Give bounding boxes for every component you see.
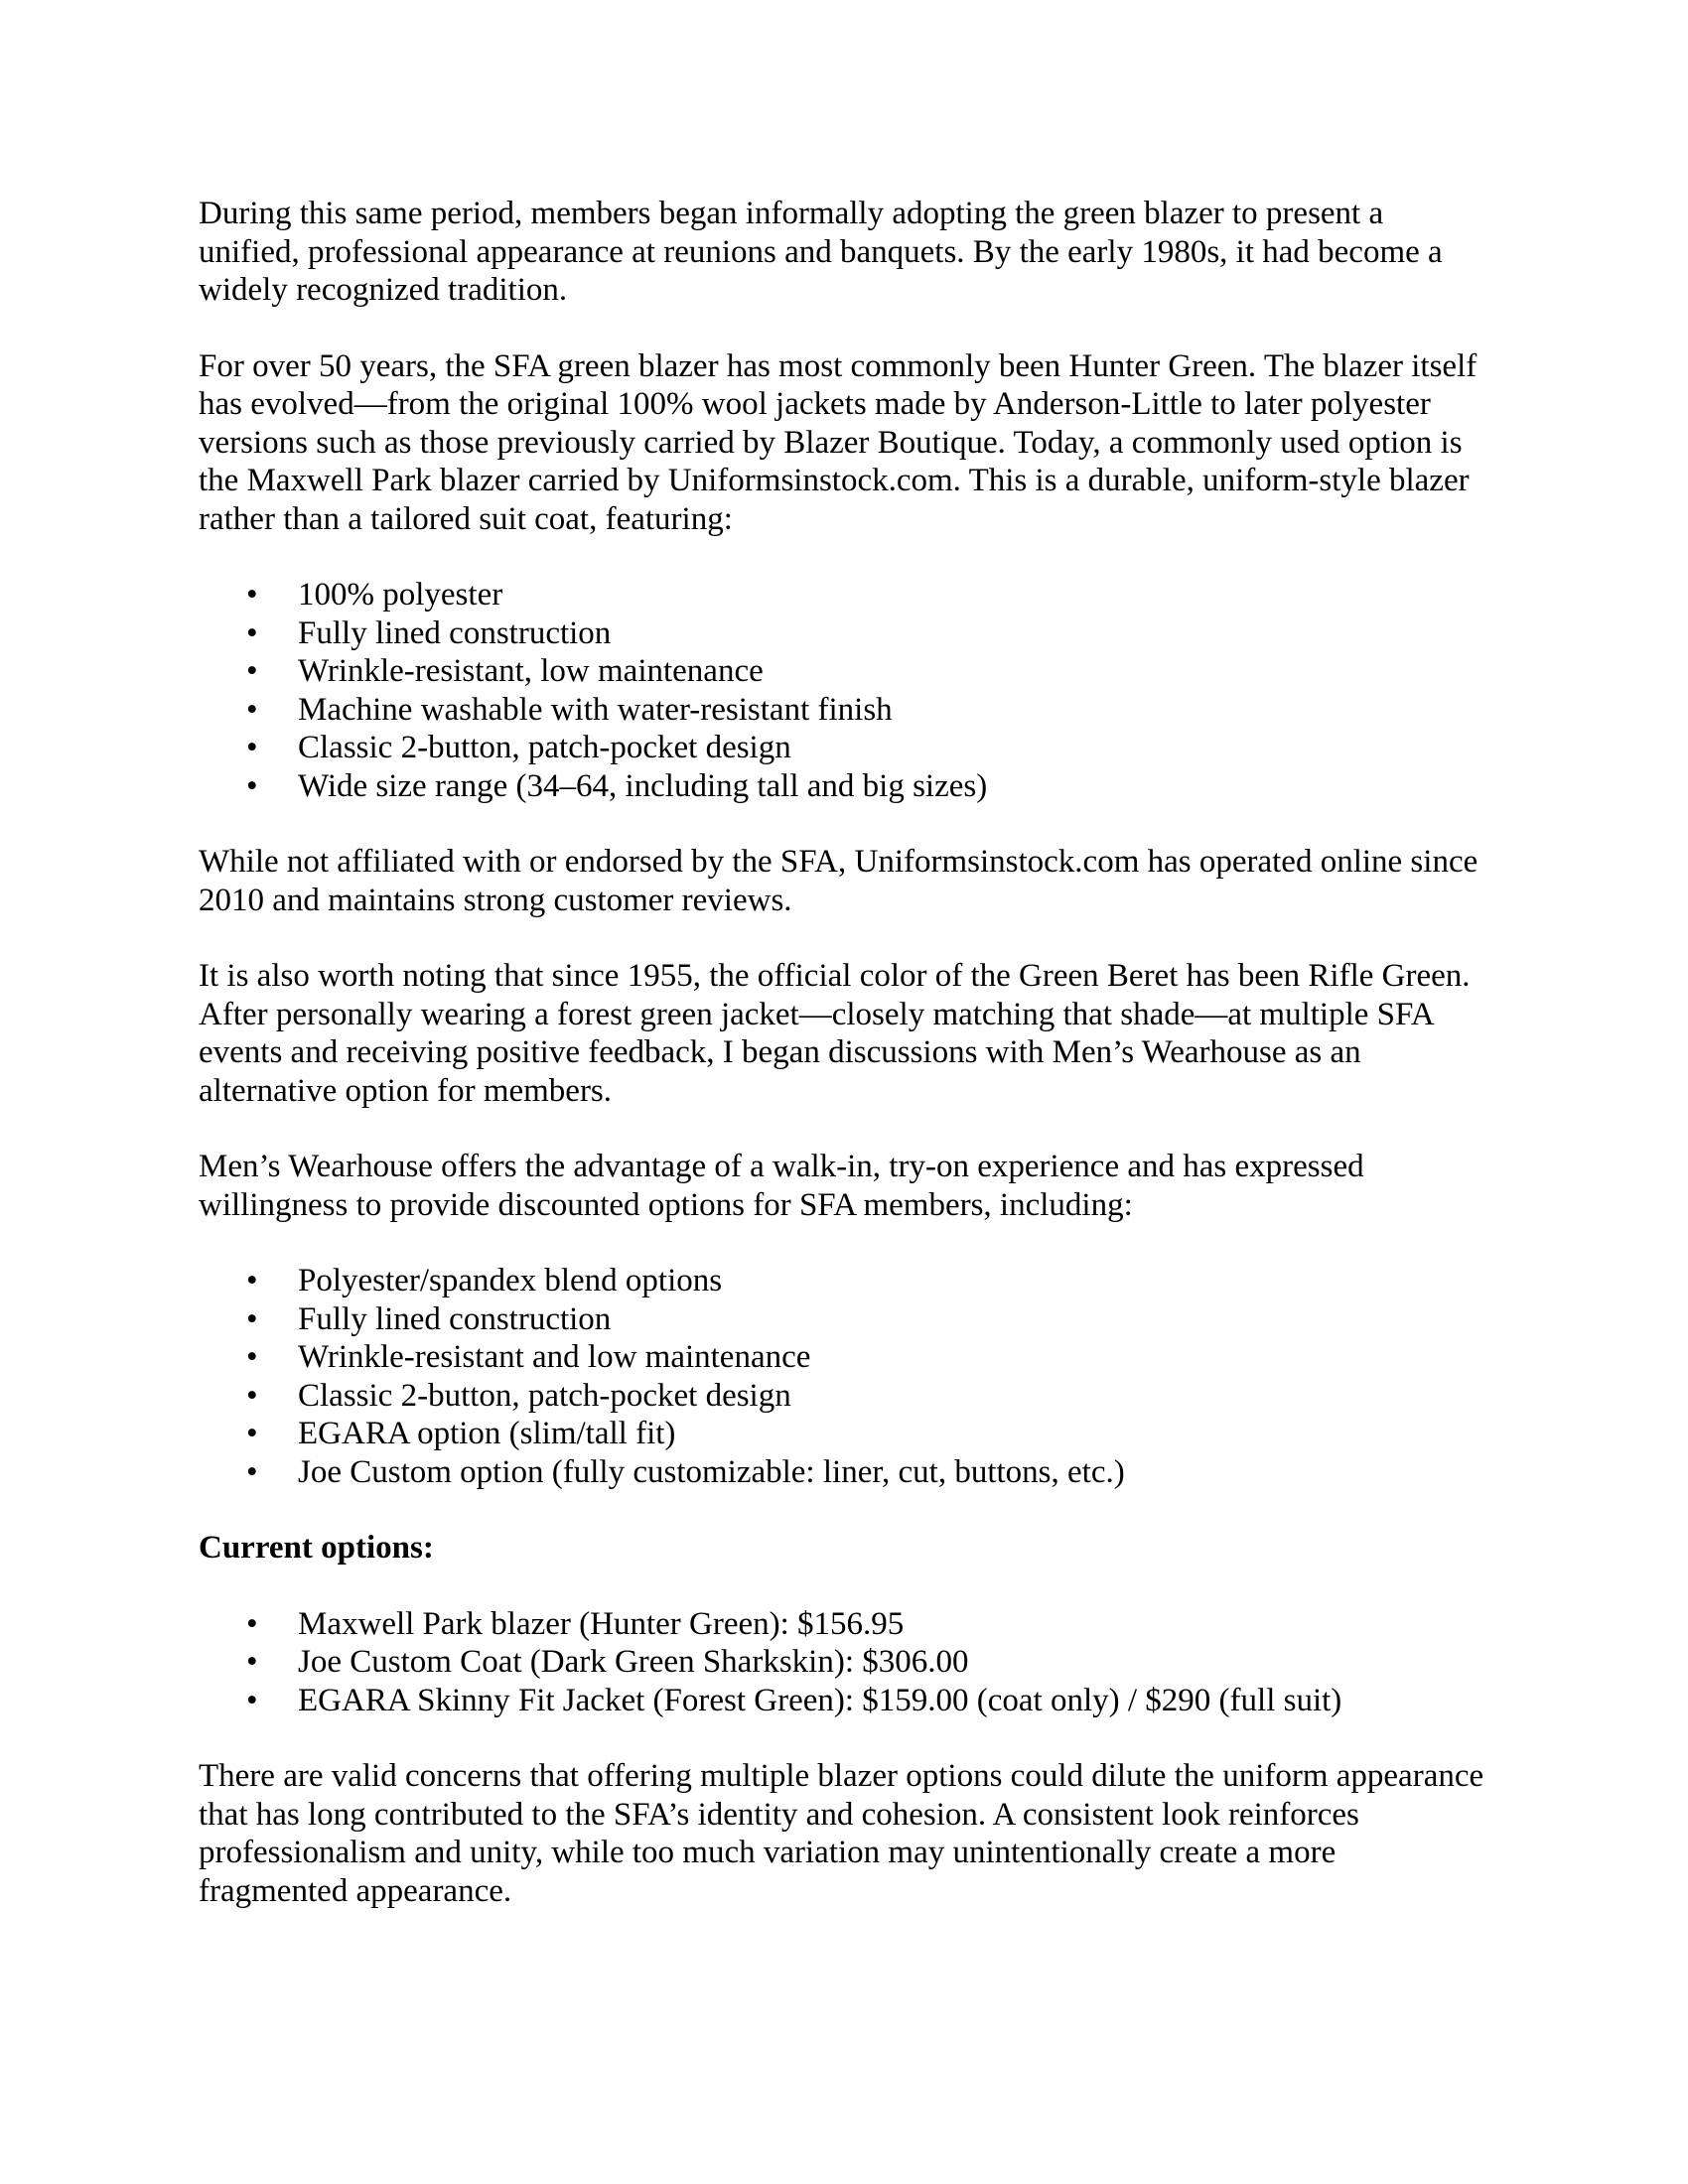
list-item bbox=[199, 1338, 1489, 1377]
bullet-icon: • bbox=[246, 767, 258, 804]
bullet-icon: • bbox=[246, 1453, 258, 1490]
list-item bbox=[199, 1605, 1489, 1644]
bullet-icon: • bbox=[246, 577, 258, 613]
paragraph-blazer-history: For over 50 years, the SFA green blazer has most commonly been Hunter Green. The blazer itself has evolved—from the original 100% wool jackets made by Anderson-Little to later polyester versions such as those previously carried by Blazer Boutique. Today, a commonly used option is the Maxwell Park blazer carried by Uniformsinstock.com. This is a durable, uniform-style blazer rather than a tailored suit coat, featuring: bbox=[199, 347, 1477, 537]
bullet-icon: • bbox=[246, 1682, 258, 1718]
list-item-text: Wrinkle-resistant, low maintenance bbox=[298, 653, 764, 689]
list-item bbox=[199, 729, 1489, 767]
paragraph-green-beret: It is also worth noting that since 1955, the official color of the Green Beret has been Rifle Green. After personally wearing a forest green jacket—closely matching that shade—at multiple SFA events and receiving positive feedback, I began discussions with Men’s Wearhouse as an alternative option for members. bbox=[199, 958, 1471, 1109]
bullet-icon: • bbox=[246, 1377, 258, 1414]
features-list bbox=[199, 576, 1489, 805]
bullet-icon: • bbox=[246, 1263, 258, 1298]
wearhouse-options-list bbox=[199, 1262, 1489, 1491]
current-options-heading: Current options: bbox=[199, 1530, 434, 1566]
bullet-icon: • bbox=[246, 614, 258, 651]
list-item bbox=[199, 691, 1489, 730]
list-item-text: EGARA option (slim/tall fit) bbox=[298, 1416, 676, 1451]
paragraph-affiliation: While not affiliated with or endorsed by the SFA, Uniformsinstock.com has operated online since 2010 and maintains strong customer reviews. bbox=[199, 844, 1478, 918]
list-item bbox=[199, 1682, 1489, 1720]
paragraph-mens-wearhouse: Men’s Wearhouse offers the advantage of a walk-in, try-on experience and has expressed willingness to provide discounted options for SFA members, including: bbox=[199, 1149, 1364, 1223]
list-item-text: Joe Custom Coat (Dark Green Sharkskin): $306.00 bbox=[298, 1644, 969, 1680]
list-item-text: Wide size range (34–64, including tall and big sizes) bbox=[298, 767, 988, 804]
list-item-text: Classic 2-button, patch-pocket design bbox=[298, 1377, 791, 1414]
current-options-list bbox=[199, 1605, 1489, 1720]
list-item-text: Wrinkle-resistant and low maintenance bbox=[298, 1339, 811, 1375]
bullet-icon: • bbox=[246, 653, 258, 689]
bullet-icon: • bbox=[246, 1605, 258, 1642]
list-item-text: Fully lined construction bbox=[298, 614, 612, 651]
bullet-icon: • bbox=[246, 691, 258, 728]
paragraph-concerns: There are valid concerns that offering multiple blazer options could dilute the uniform appearance that has long contributed to the SFA’s identity and cohesion. A consistent look reinforces professionalism and unity, while too much variation may unintentionally create a more fragmented appearance. bbox=[199, 1758, 1484, 1909]
bullet-icon: • bbox=[246, 730, 258, 765]
list-item bbox=[199, 576, 1489, 614]
bullet-icon: • bbox=[246, 1644, 258, 1680]
list-item-text: Machine washable with water-resistant finish bbox=[298, 691, 893, 728]
list-item bbox=[199, 614, 1489, 653]
list-item-text: 100% polyester bbox=[298, 577, 503, 613]
list-item bbox=[199, 652, 1489, 691]
bullet-icon: • bbox=[246, 1339, 258, 1375]
list-item-text: Fully lined construction bbox=[298, 1300, 612, 1337]
list-item-text: Maxwell Park blazer (Hunter Green): $156.95 bbox=[298, 1605, 905, 1642]
list-item bbox=[199, 1262, 1489, 1300]
list-item-text: EGARA Skinny Fit Jacket (Forest Green): $159.00 (coat only) / $290 (full suit) bbox=[298, 1682, 1342, 1718]
list-item bbox=[199, 1377, 1489, 1416]
bullet-icon: • bbox=[246, 1300, 258, 1337]
list-item-text: Classic 2-button, patch-pocket design bbox=[298, 730, 791, 765]
paragraph-tradition: During this same period, members began informally adopting the green blazer to present a unified, professional appearance at reunions and banquets. By the early 1980s, it had become a widely recognized tradition. bbox=[199, 196, 1443, 308]
list-item bbox=[199, 767, 1489, 806]
list-item-text: Joe Custom option (fully customizable: liner, cut, buttons, etc.) bbox=[298, 1453, 1125, 1490]
list-item-text: Polyester/spandex blend options bbox=[298, 1263, 723, 1298]
list-item bbox=[199, 1453, 1489, 1492]
list-item bbox=[199, 1643, 1489, 1682]
list-item bbox=[199, 1415, 1489, 1453]
list-item bbox=[199, 1300, 1489, 1339]
bullet-icon: • bbox=[246, 1416, 258, 1451]
